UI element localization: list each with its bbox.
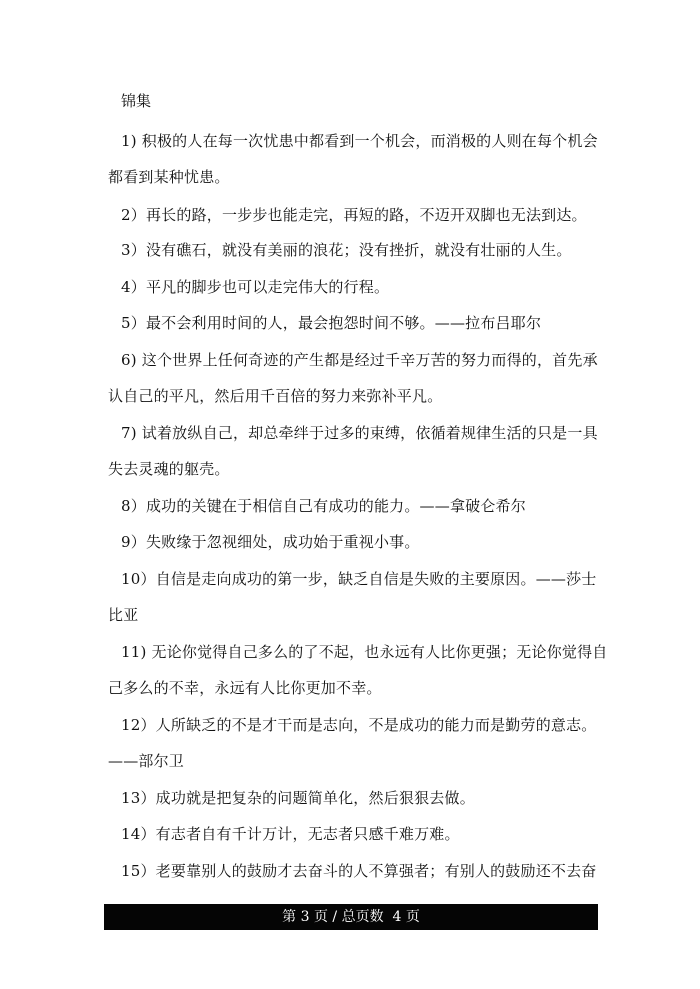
text-line-11-1: 11) 无论你觉得自己多么的了不起，也永远有人比你更强；无论你觉得自 [121,643,608,661]
text-line-7-2: 失去灵魂的躯壳。 [108,460,230,478]
page-number-info: 第 3 页 / 总页数 4 页 [282,909,420,925]
text-line-1-2: 都看到某种忧患。 [108,168,230,186]
document-heading: 锦集 [121,92,152,110]
text-line-6-1: 6) 这个世界上任何奇迹的产生都是经过千辛万苦的努力而得的，首先承 [121,351,598,369]
text-line-4: 4）平凡的脚步也可以走完伟大的行程。 [121,278,390,296]
text-line-12-1: 12）人所缺乏的不是才干而是志向，不是成功的能力而是勤劳的意志。 [121,716,597,734]
text-line-10-2: 比亚 [108,606,139,624]
text-line-7-1: 7) 试着放纵自己，却总牵绊于过多的束缚，依循着规律生活的只是一具 [121,424,598,442]
text-line-1-1: 1) 积极的人在每一次忧患中都看到一个机会，而消极的人则在每个机会 [121,132,598,150]
text-line-3: 3）没有礁石，就没有美丽的浪花；没有挫折，就没有壮丽的人生。 [121,241,572,259]
text-line-15: 15）老要靠别人的鼓励才去奋斗的人不算强者；有别人的鼓励还不去奋 [121,862,597,880]
text-line-6-2: 认自己的平凡，然后用千百倍的努力来弥补平凡。 [108,387,443,405]
text-line-14: 14）有志者自有千计万计，无志者只感千难万难。 [121,825,460,843]
text-line-11-2: 己多么的不幸，永远有人比你更加不幸。 [108,679,382,697]
text-line-8: 8）成功的关键在于相信自己有成功的能力。——拿破仑希尔 [121,497,526,515]
text-line-9: 9）失败缘于忽视细处，成功始于重视小事。 [121,533,420,551]
text-line-12-2: ——部尔卫 [108,752,185,770]
text-line-2: 2）再长的路，一步步也能走完，再短的路，不迈开双脚也无法到达。 [121,206,587,224]
text-line-13: 13）成功就是把复杂的问题简单化，然后狠狠去做。 [121,789,475,807]
text-line-10-1: 10）自信是走向成功的第一步，缺乏自信是失败的主要原因。——莎士 [121,570,597,588]
text-line-5: 5）最不会利用时间的人，最会抱怨时间不够。——拉布吕耶尔 [121,314,542,332]
page-footer [104,904,598,930]
